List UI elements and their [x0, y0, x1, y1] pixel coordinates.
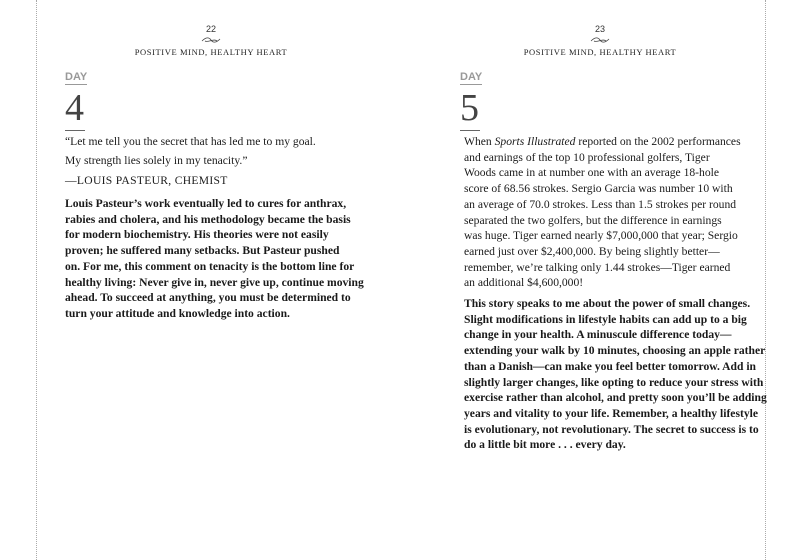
text-line: turn your attitude and knowledge into action.	[65, 306, 290, 320]
reflection-paragraph	[464, 296, 767, 453]
flourish-ornament-icon	[590, 36, 610, 44]
text-line: Woods came in at number one with an average 18-hole	[464, 166, 720, 180]
text-line: is evolutionary, not revolutionary. The secret to success is to	[464, 422, 759, 436]
text-line: reported on the 2002 performances	[575, 135, 741, 148]
running-head: POSITIVE MIND, HEALTHY HEART	[523, 47, 677, 57]
quote-line: “Let me tell you the secret that has led me to my goal.	[65, 135, 316, 148]
body-paragraph	[65, 196, 364, 322]
text-line: Slight modifications in lifestyle habits can add up to a big	[464, 312, 747, 326]
text-line: do a little bit more . . . every day.	[464, 438, 626, 452]
right-page	[420, 0, 780, 560]
text-line: an average of 70.0 strokes. Less than 1.5 strokes per round	[464, 197, 737, 211]
text-line: When	[464, 135, 495, 148]
day-label: DAY	[460, 71, 483, 83]
story-paragraph	[464, 134, 741, 291]
day-label: DAY	[65, 71, 88, 83]
text-line: healthy living: Never give in, never give up, continue moving	[65, 275, 364, 289]
text-line: for modern biochemistry. His theories were not easily	[65, 228, 329, 242]
left-page	[36, 0, 386, 560]
page-number: 23	[594, 24, 605, 34]
text-line: remember, we’re talking only 1.44 strokes—Tiger earned	[464, 260, 731, 274]
text-line: years and vitality to your life. Remember, a healthy lifestyle	[464, 406, 758, 420]
text-line: on. For me, this comment on tenacity is the bottom line for	[65, 259, 355, 273]
text-line: extending your walk by 10 minutes, choosing an apple rather	[464, 344, 766, 358]
text-line: ahead. To succeed at anything, you must be determined to	[65, 291, 351, 305]
text-line: than a Danish—can make you feel better tomorrow. Add in	[464, 359, 756, 373]
day-number: 4	[65, 87, 84, 129]
text-line: was huge. Tiger earned nearly $7,000,000 that year; Sergio	[464, 229, 738, 243]
text-line: change in your health. A minuscule difference today—	[464, 328, 732, 342]
text-line: and earnings of the top 10 professional golfers, Tiger	[464, 150, 710, 164]
day-number: 5	[460, 87, 479, 129]
attribution: —LOUIS PASTEUR, CHEMIST	[65, 174, 228, 187]
text-line: earned just over $2,400,000. By being slightly better—	[464, 244, 720, 258]
running-head: POSITIVE MIND, HEALTHY HEART	[134, 47, 288, 57]
text-line: score of 68.56 strokes. Sergio Garcia was number 10 with	[464, 182, 733, 196]
quote-line: My strength lies solely in my tenacity.”	[65, 153, 248, 167]
text-line	[464, 134, 741, 150]
text-line: This story speaks to me about the power of small changes.	[464, 297, 751, 310]
text-line: exercise rather than alcohol, and pretty soon you’ll be adding	[464, 391, 767, 405]
flourish-ornament-icon	[201, 36, 221, 44]
text-line: Louis Pasteur’s work eventually led to cures for anthrax,	[65, 197, 347, 210]
text-line: proven; he suffered many setbacks. But Pasteur pushed	[65, 244, 340, 258]
text-line: slightly larger changes, like opting to reduce your stress with	[464, 375, 764, 389]
page-number: 22	[205, 24, 216, 34]
text-line: separated the two golfers, but the difference in earnings	[464, 213, 722, 227]
magazine-title: Sports Illustrated	[494, 135, 576, 148]
quote	[65, 133, 316, 191]
text-line: rabies and cholera, and his methodology became the basis	[65, 212, 351, 226]
text-line: an additional $4,600,000!	[464, 276, 584, 290]
